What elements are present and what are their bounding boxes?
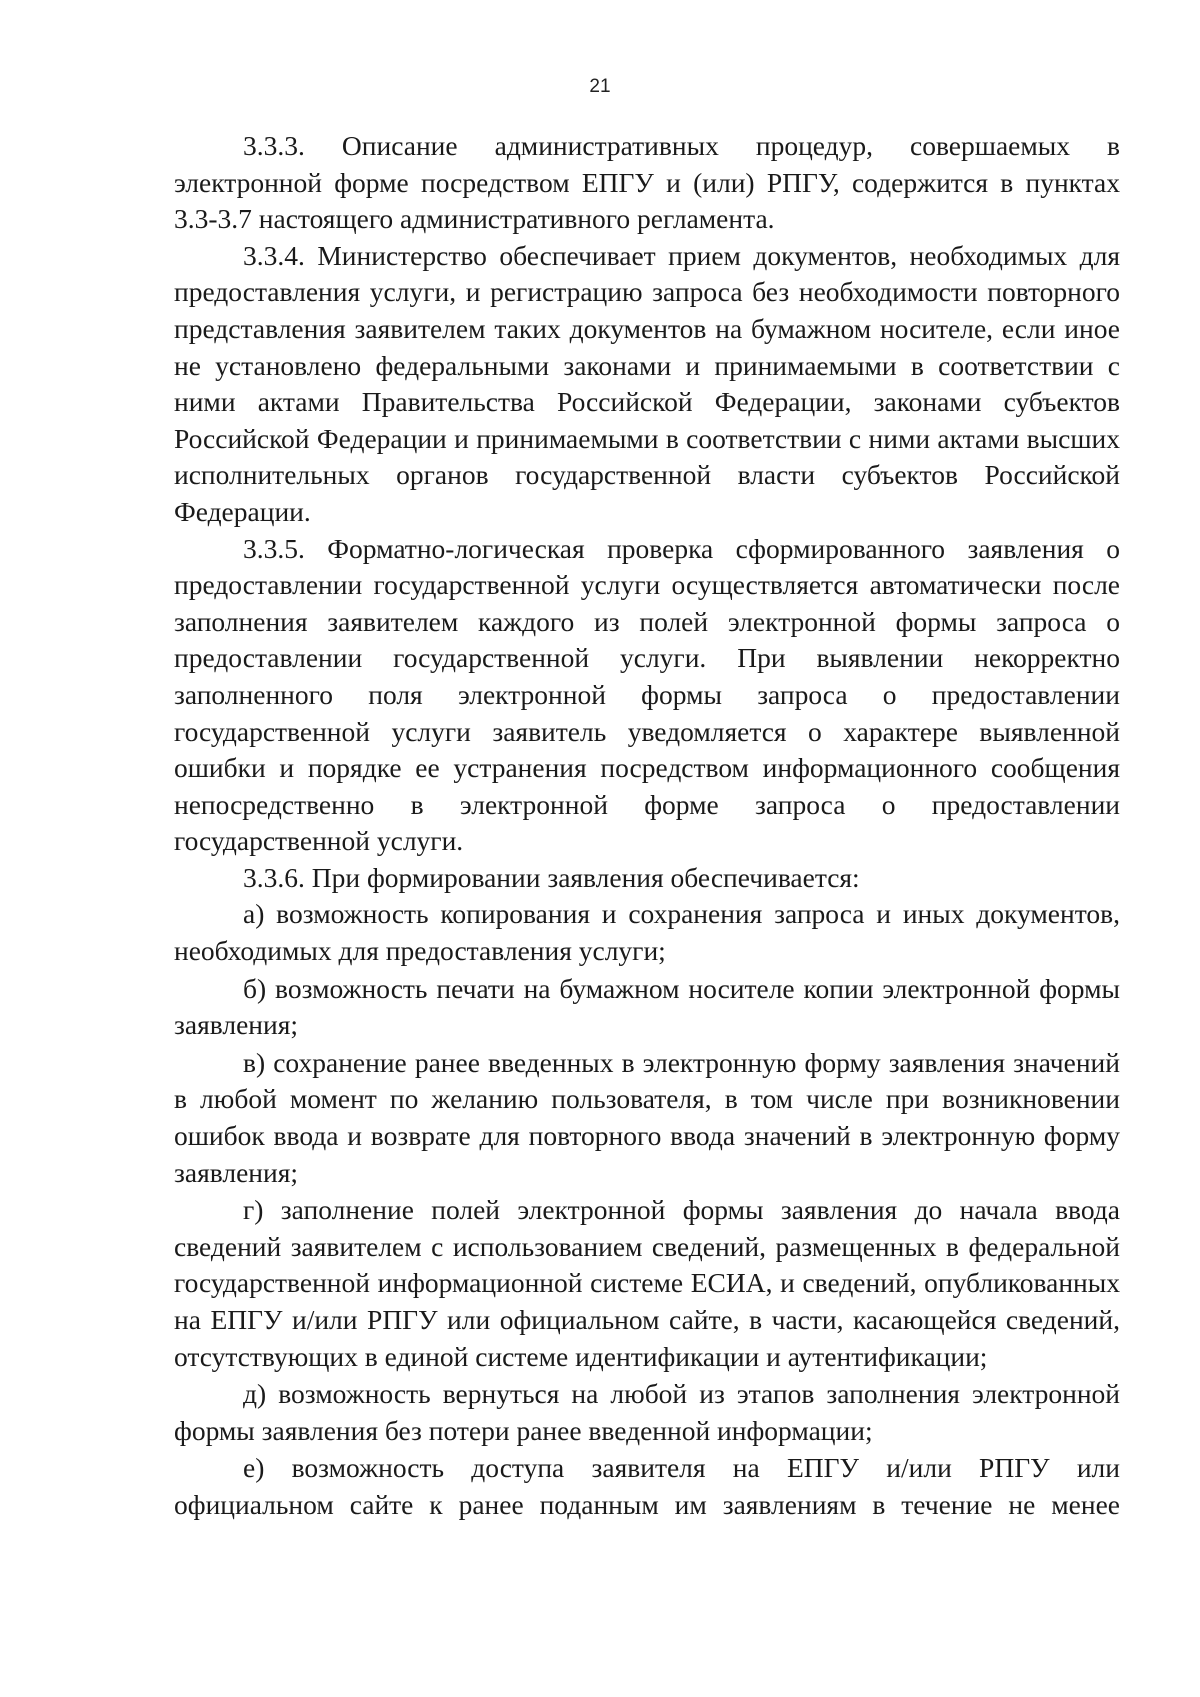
paragraph-3-3-4: 3.3.4. Министерство обеспечивает прием документов, необходимых для предоставления услуги, и регистрацию запроса без необходимости повторного представления заявителем таких документов на бумажном носителе, если иное не установлено федеральными законами и принимаемыми в соответствии с ними актами Правительства Российской Федерации, законами субъектов Российской Федерации и принимаемыми в соответствии с ними актами высших исполнительных органов государственной власти субъектов Российской Федерации. <box>174 239 1120 527</box>
list-item-v: в) сохранение ранее введенных в электронную форму заявления значений в любой момент по желанию пользователя, в том числе при возникновении ошибок ввода и возврате для повторного ввода значений в электронную форму заявления; <box>174 1046 1120 1188</box>
list-item-a: а) возможность копирования и сохранения запроса и иных документов, необходимых для предоставления услуги; <box>174 898 1120 967</box>
list-item-d: д) возможность вернуться на любой из этапов заполнения электронной формы заявления без потери ранее введенной информации; <box>174 1378 1120 1446</box>
list-item-e: е) возможность доступа заявителя на ЕПГУ и/или РПГУ или официальном сайте к ранее поданным им заявлениям в течение не менее <box>174 1452 1120 1520</box>
list-item-g: г) заполнение полей электронной формы заявления до начала ввода сведений заявителем с использованием сведений, размещенных в федеральной государственной информационной системе ЕСИА, и сведений, опубликованных на ЕПГУ и/или РПГУ или официальном сайте, в части, касающейся сведений, отсутствующих в единой системе идентификации и аутентификации; <box>174 1194 1120 1372</box>
list-item-b: б) возможность печати на бумажном носителе копии электронной формы заявления; <box>174 972 1120 1041</box>
page-number: 21 <box>589 76 611 97</box>
paragraph-3-3-6: 3.3.6. При формировании заявления обеспечивается: <box>243 861 860 893</box>
paragraph-3-3-3: 3.3.3. Описание административных процедур, совершаемых в электронной форме посредством ЕПГУ и (или) РПГУ, содержится в пунктах 3.3-3.7 настоящего административного регламента. <box>174 130 1120 235</box>
document-body <box>174 128 1120 1524</box>
paragraph-3-3-5: 3.3.5. Форматно-логическая проверка сформированного заявления о предоставлении государственной услуги осуществляется автоматически после заполнения заявителем каждого из полей электронной формы запроса о предоставлении государственной услуги. При выявлении некорректно заполненного поля электронной формы запроса о предоставлении государственной услуги заявитель уведомляется о характере выявленной ошибки и порядке ее устранения посредством информационного сообщения непосредственно в электронной форме запроса о предоставлении государственной услуги. <box>174 532 1120 857</box>
